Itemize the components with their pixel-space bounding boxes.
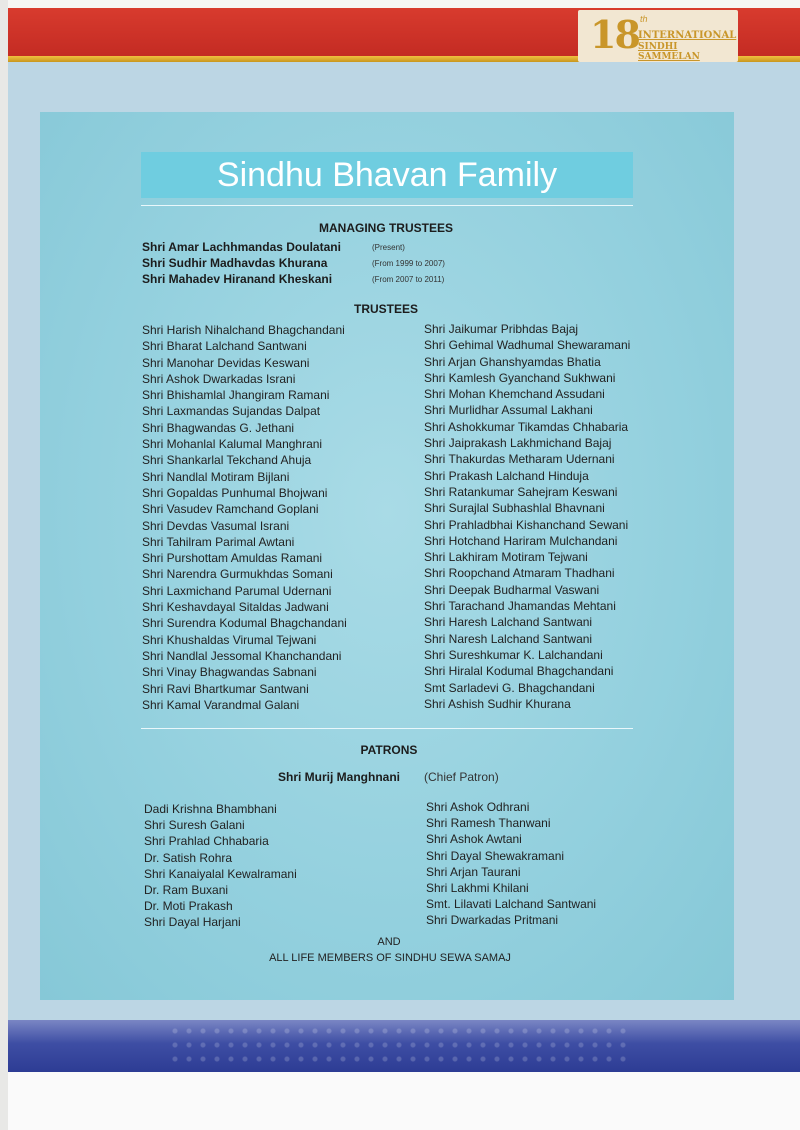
patron-name: Dr. Moti Prakash — [144, 899, 233, 914]
trustee-name: Shri Surendra Kodumal Bhagchandani — [142, 616, 347, 631]
patron-name: Smt. Lilavati Lalchand Santwani — [426, 897, 597, 912]
patrons-heading: PATRONS — [360, 743, 418, 757]
trustee-name: Shri Mohanlal Kalumal Manghrani — [142, 437, 323, 452]
bottom-blue-band — [8, 1020, 800, 1072]
trustee-name: Shri Roopchand Atmaram Thadhani — [424, 566, 615, 581]
page-title: Sindhu Bhavan Family — [216, 156, 558, 194]
patron-name: Shri Dayal Harjani — [144, 915, 241, 930]
patron-name: Shri Dwarkadas Pritmani — [426, 913, 559, 928]
managing-trustee-note: (From 1999 to 2007) — [372, 259, 445, 268]
section-divider — [141, 728, 633, 729]
trustee-name: Shri Surajlal Subhashlal Bhavnani — [424, 501, 605, 516]
trustee-name: Shri Ashok Dwarkadas Israni — [142, 371, 296, 386]
managing-trustee-name: Shri Amar Lachhmandas Doulatani — [142, 240, 341, 254]
trustee-name: Shri Murlidhar Assumal Lakhani — [424, 403, 593, 418]
patron-name: Shri Suresh Galani — [144, 818, 245, 833]
managing-trustees-heading: MANAGING TRUSTEES — [318, 221, 453, 235]
trustee-name: Smt Sarladevi G. Bhagchandani — [424, 680, 595, 695]
logo-line-2: SINDHI SAMMELAN — [638, 42, 700, 62]
patron-name: Dadi Krishna Bhambhani — [144, 802, 277, 816]
page-bottom-margin — [8, 1072, 800, 1130]
trustee-name: Shri Nandlal Motiram Bijlani — [142, 469, 290, 484]
trustees-heading: TRUSTEES — [353, 302, 418, 316]
chief-patron-note: (Chief Patron) — [424, 770, 499, 784]
trustee-name: Shri Jaiprakash Lakhmichand Bajaj — [424, 436, 612, 451]
sammelan-logo — [578, 10, 738, 62]
trustee-name: Shri Lakhiram Motiram Tejwani — [424, 550, 588, 565]
trustee-name: Shri Ravi Bhartkumar Santwani — [142, 681, 309, 696]
patron-name: Dr. Satish Rohra — [144, 850, 233, 865]
patron-name: Dr. Ram Buxani — [144, 882, 229, 897]
trustee-name: Shri Khushaldas Virumal Tejwani — [142, 632, 317, 647]
managing-trustee-name: Shri Mahadev Hiranand Kheskani — [142, 272, 333, 286]
managing-trustee-note: (From 2007 to 2011) — [372, 275, 445, 284]
managing-trustee-name: Shri Sudhir Madhavdas Khurana — [142, 256, 328, 270]
trustee-name: Shri Hiralal Kodumal Bhagchandani — [424, 664, 614, 679]
trustee-name: Shri Hotchand Hariram Mulchandani — [424, 533, 618, 548]
trustee-name: Shri Prakash Lalchand Hinduja — [424, 468, 589, 483]
trustee-name: Shri Shankarlal Tekchand Ahuja — [142, 453, 312, 468]
logo-number: 18 — [590, 12, 639, 57]
trustee-name: Shri Harish Nihalchand Bhagchandani — [142, 323, 345, 337]
patron-name: Shri Ramesh Thanwani — [426, 816, 551, 831]
patron-name: Shri Ashok Awtani — [426, 832, 522, 847]
trustees-right-column — [424, 321, 630, 712]
decorative-pattern — [168, 1024, 628, 1066]
trustee-name: Shri Naresh Lalchand Santwani — [424, 631, 593, 646]
trustee-name: Shri Thakurdas Metharam Udernani — [424, 452, 615, 467]
chief-patron-name: Shri Murij Manghnani — [278, 770, 400, 784]
patrons-left-column — [144, 801, 297, 931]
trustee-name: Shri Manohar Devidas Keswani — [142, 355, 310, 370]
trustee-name: Shri Jaikumar Pribhdas Bajaj — [424, 322, 579, 336]
trustee-name: Shri Tarachand Jhamandas Mehtani — [424, 599, 616, 614]
trustee-name: Shri Devdas Vasumal Israni — [142, 518, 290, 533]
patron-name: Shri Ashok Odhrani — [426, 800, 530, 814]
patron-name: Shri Lakhmi Khilani — [426, 880, 529, 895]
trustee-name: Shri Deepak Budharmal Vaswani — [424, 582, 600, 597]
managing-trustee-note: (Present) — [372, 243, 405, 252]
trustee-name: Shri Prahladbhai Kishanchand Sewani — [424, 517, 629, 532]
trustee-name: Shri Gopaldas Punhumal Bhojwani — [142, 485, 328, 500]
trustee-name: Shri Bhishamlal Jhangiram Ramani — [142, 388, 330, 403]
trustee-name: Shri Vasudev Ramchand Goplani — [142, 502, 319, 517]
trustee-name: Shri Laxmandas Sujandas Dalpat — [142, 404, 321, 419]
trustee-name: Shri Vinay Bhagwandas Sabnani — [142, 665, 317, 680]
patron-name: Shri Dayal Shewakramani — [426, 848, 565, 863]
trustee-name: Shri Kamlesh Gyanchand Sukhwani — [424, 370, 616, 385]
trustee-name: Shri Haresh Lalchand Santwani — [424, 615, 593, 630]
trustee-name: Shri Sureshkumar K. Lalchandani — [424, 647, 603, 662]
trustee-name: Shri Kamal Varandmal Galani — [142, 697, 300, 712]
trustees-left-column — [142, 322, 347, 713]
trustee-name: Shri Bhagwandas G. Jethani — [142, 420, 295, 435]
patron-name: Shri Kanaiyalal Kewalramani — [144, 866, 297, 881]
trustee-name: Shri Ashokkumar Tikamdas Chhabaria — [424, 419, 629, 434]
trustee-name: Shri Mohan Khemchand Assudani — [424, 387, 605, 402]
trustee-name: Shri Keshavdayal Sitaldas Jadwani — [142, 600, 329, 615]
trustee-name: Shri Bharat Lalchand Santwani — [142, 339, 307, 354]
title-underline — [141, 205, 633, 206]
trustee-name: Shri Nandlal Jessomal Khanchandani — [142, 648, 342, 663]
trustee-name: Shri Ratankumar Sahejram Keswani — [424, 484, 618, 499]
trustee-name: Shri Ashish Sudhir Khurana — [424, 696, 571, 711]
logo-line-1: INTERNATIONAL — [638, 30, 737, 41]
logo-superscript: th — [640, 14, 648, 24]
trustee-name: Shri Narendra Gurmukhdas Somani — [142, 567, 333, 582]
patrons-right-column — [426, 799, 596, 929]
patron-name: Shri Prahlad Chhabaria — [144, 834, 269, 849]
and-text: AND — [377, 936, 401, 948]
trustee-name: Shri Arjan Ghanshyamdas Bhatia — [424, 354, 601, 369]
trustee-name: Shri Tahilram Parimal Awtani — [142, 534, 295, 549]
trustee-name: Shri Gehimal Wadhumal Shewaramani — [424, 338, 631, 353]
patron-name: Shri Arjan Taurani — [426, 864, 521, 879]
trustee-name: Shri Laxmichand Parumal Udernani — [142, 583, 332, 598]
life-members-text: ALL LIFE MEMBERS OF SINDHU SEWA SAMAJ — [269, 952, 511, 964]
trustee-name: Shri Purshottam Amuldas Ramani — [142, 551, 323, 566]
